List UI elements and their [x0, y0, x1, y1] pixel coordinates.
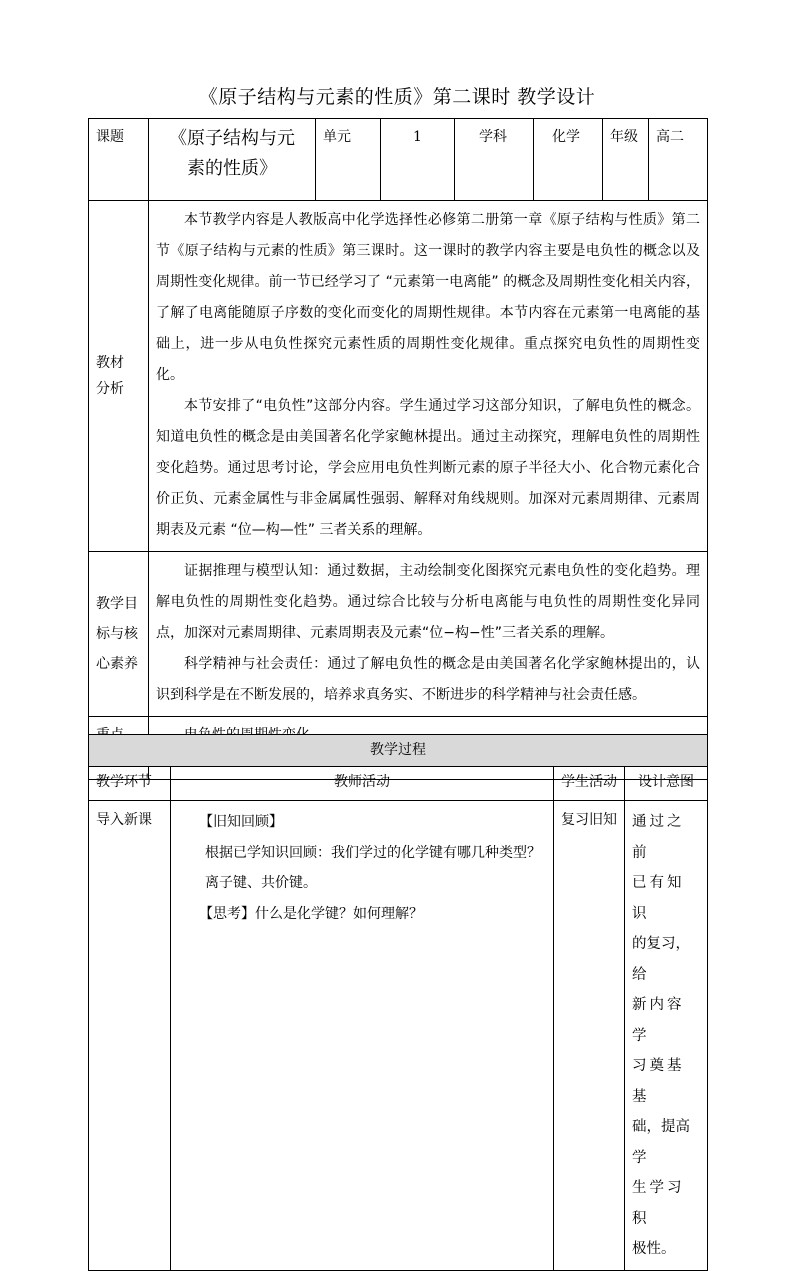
column-header-intent: 设计意图 [625, 767, 708, 801]
goals-label-line: 心素养 [96, 656, 138, 672]
teacher-activity-line: 根据已学知识回顾：我们学过的化学键有哪几种类型？ [205, 844, 541, 861]
teacher-activity-cell [171, 801, 554, 1271]
intent-line: 已有知识 [632, 875, 685, 922]
subject-label: 学科 [455, 119, 534, 201]
goals-content [149, 552, 708, 717]
goals-paragraph: 科学精神与社会责任：通过了解电负性的概念是由美国著名化学家鲍林提出的，认识到科学是在不断发展的，培养求真务实、不断进步的科学精神与社会责任感。 [156, 656, 700, 703]
intent-line: 通过之前 [632, 814, 685, 861]
intent-line: 极性。 [632, 1241, 676, 1257]
intent-line: 础，提高学 [632, 1119, 690, 1166]
column-header-stage: 教学环节 [89, 767, 171, 801]
material-label-line: 教材 [96, 355, 124, 371]
material-content [149, 201, 708, 552]
topic-value-line: 素的性质》 [187, 158, 277, 179]
design-intent-cell [625, 801, 708, 1271]
lesson-info-table [88, 118, 708, 780]
teacher-activity-line: 离子键、共价键。 [205, 875, 317, 891]
grade-value: 高二 [649, 119, 708, 201]
material-label [89, 201, 149, 552]
teaching-process-table [88, 734, 708, 1271]
unit-value: 1 [381, 119, 455, 201]
goals-label-line: 标与核 [96, 626, 138, 642]
intent-line: 生学习积 [632, 1180, 685, 1227]
column-header-student: 学生活动 [554, 767, 625, 801]
topic-label: 课题 [89, 119, 149, 201]
material-label-line: 分析 [96, 381, 124, 397]
subject-value: 化学 [534, 119, 603, 201]
grade-label: 年级 [603, 119, 649, 201]
document-title: 《原子结构与元素的性质》第二课时 教学设计 [198, 86, 596, 108]
process-heading: 教学过程 [89, 735, 708, 767]
teacher-activity-line: 【旧知回顾】 [199, 814, 283, 830]
stage-cell: 导入新课 [89, 801, 171, 1271]
material-paragraph: 本节安排了“电负性”这部分内容。学生通过学习这部分知识，了解电负性的概念。知道电负性的概念是由美国著名化学家鲍林提出。通过主动探究，理解电负性的周期性变化趋势。通过思考讨论，学会应用电负性判断元素的原子半径大小、化合物元素化合价正负、元素金属性与非金属属性强弱、解释对角线规则。加深对元素周期律、元素周期表及元素 “位—构—性” 三者关系的理解。 [156, 398, 700, 538]
topic-value [149, 119, 316, 201]
intent-line: 习奠基基 [632, 1058, 685, 1105]
column-header-teacher: 教师活动 [171, 767, 554, 801]
student-activity-cell: 复习旧知 [554, 801, 625, 1271]
material-paragraph: 本节教学内容是人教版高中化学选择性必修第二册第一章《原子结构与性质》第二节《原子结构与元素的性质》第三课时。这一课时的教学内容主要是电负性的概念以及周期性变化规律。前一节已经学习了 “元素第一电离能” 的概念及周期性变化相关内容，了解了电离能随原子序数的变化而变化的周期性规律。本节内容在元素第一电离能的基础上，进一步从电负性探究元素性质的周期性变化规律。重点探究电负性的周期性变化。 [156, 212, 700, 383]
goals-label-line: 教学目 [96, 596, 138, 612]
goals-label [89, 552, 149, 717]
unit-label: 单元 [316, 119, 381, 201]
goals-paragraph: 证据推理与模型认知：通过数据，主动绘制变化图探究元素电负性的变化趋势。理解电负性的周期性变化趋势。通过综合比较与分析电离能与电负性的周期性变化异同点，加深对元素周期律、元素周期表及元素“位−构−性”三者关系的理解。 [156, 563, 700, 641]
teacher-activity-line: 【思考】什么是化学键？如何理解？ [199, 905, 423, 922]
topic-value-line: 《原子结构与元 [169, 128, 295, 149]
intent-line: 的复习，给 [632, 936, 690, 983]
table-row [89, 801, 708, 1271]
intent-line: 新内容学 [632, 997, 685, 1044]
